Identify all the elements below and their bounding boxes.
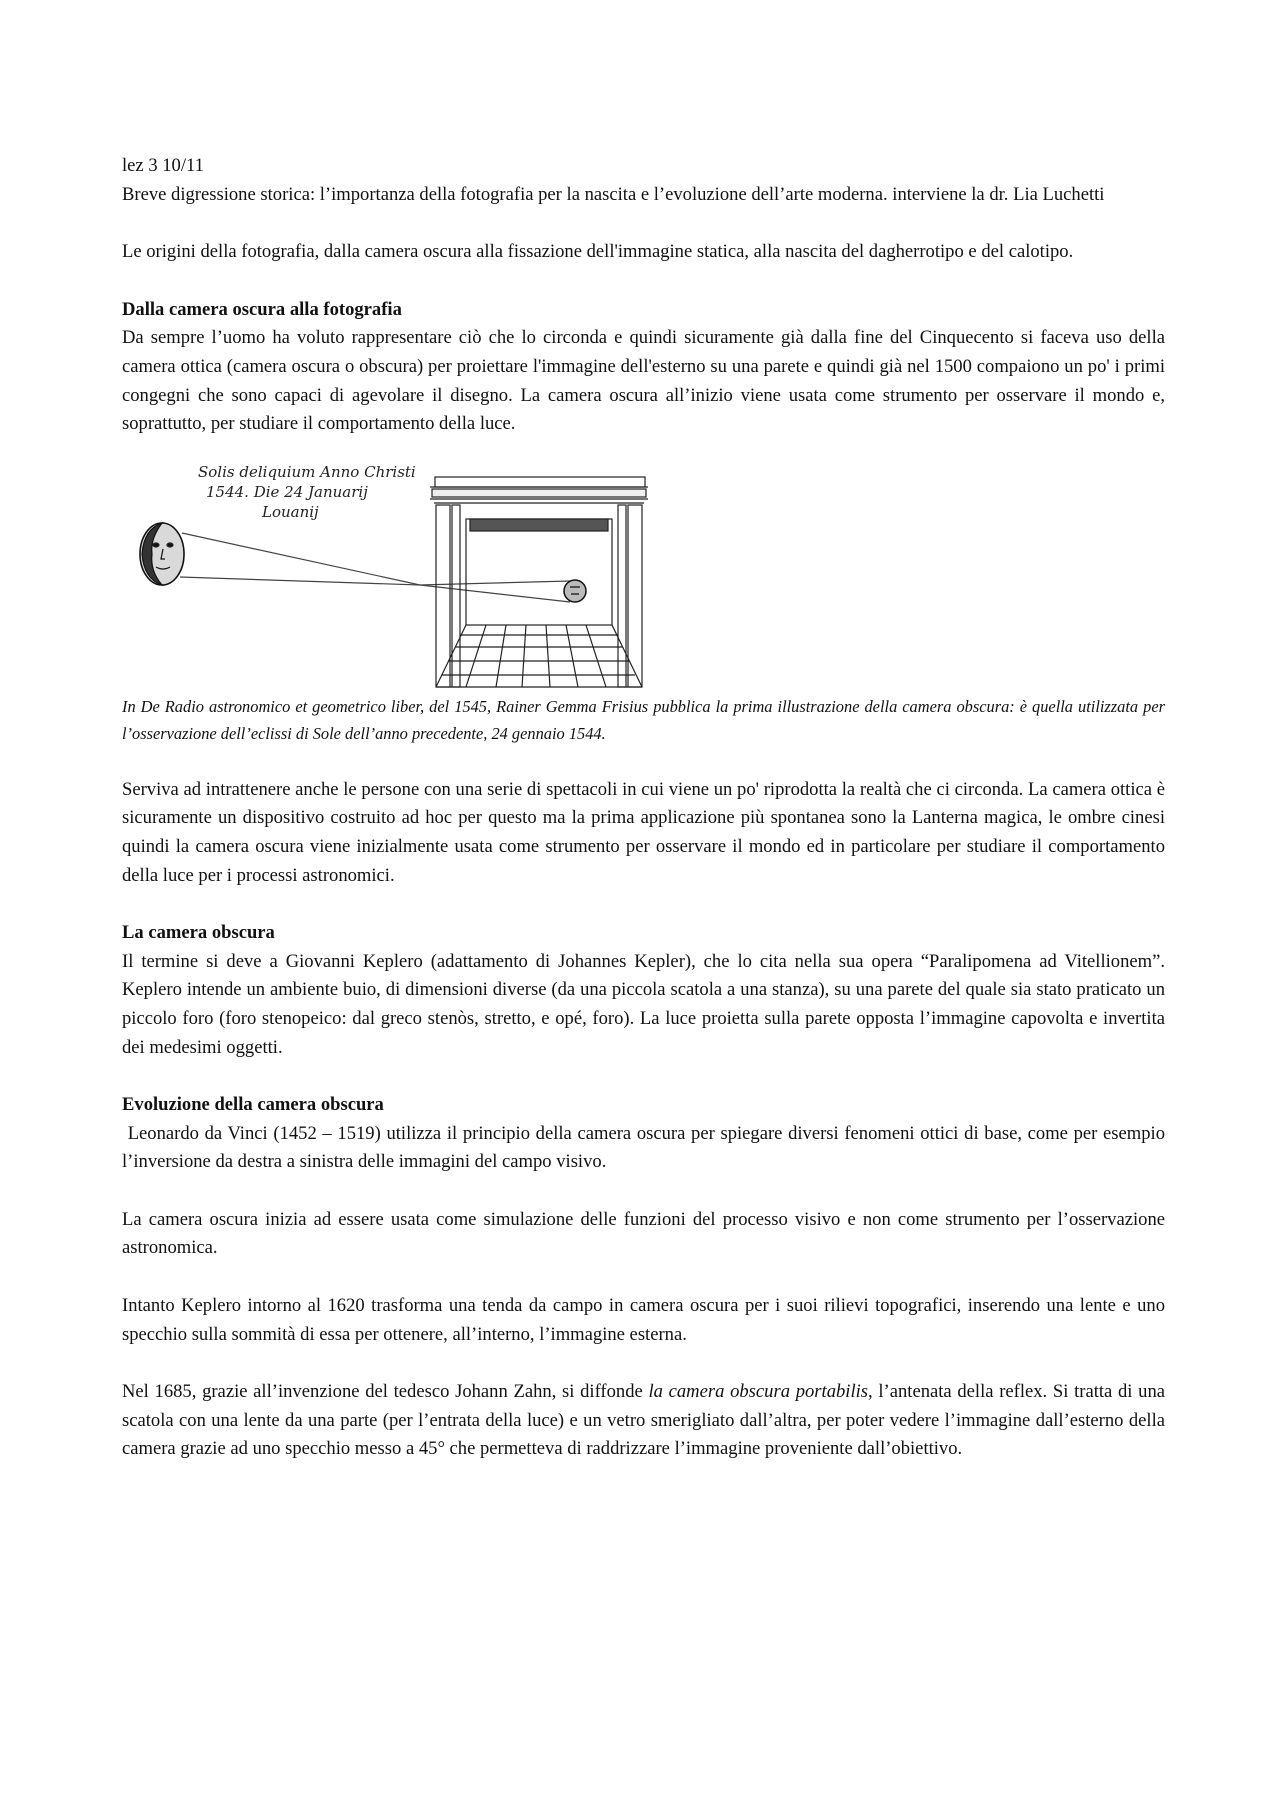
eclipse-sun-icon [140,523,184,585]
lecture-label: lez 3 10/11 [122,155,204,176]
document-page [122,152,1170,1464]
spacer [122,1263,1165,1292]
simulation-paragraph: La camera oscura inizia ad essere usata come simulazione delle funzioni del processo visivo e non come strumento per l’osservazione astronomica. [122,1208,1165,1259]
spacer [122,1349,1165,1378]
inscription-line-2: 1544. Die 24 Januarij [206,482,368,501]
kepler-paragraph: Intanto Keplero intorno al 1620 trasforma una tenda da campo in camera oscura per i suoi rilievi topografici, inserendo una lente e uno specchio sulla sommità di essa per ottenere, all’interno, l’immagine esterna. [122,1295,1165,1345]
zahn-text-before: Nel 1685, grazie all’invenzione del tedesco Johann Zahn, si diffonde [122,1381,649,1403]
camera-obscura-illustration [130,459,648,689]
section-heading-camera-obscura: La camera obscura [122,922,275,944]
figure-caption: In De Radio astronomico et geometrico liber, del 1545, Rainer Gemma Frisius pubblica la prima illustrazione della camera obscura: è quella utilizzata per l’osservazione dell’eclissi di Sole dell’anno precedente, 24 gennaio 1544. [122,696,1165,743]
leonardo-paragraph: Leonardo da Vinci (1452 – 1519) utilizza il principio della camera oscura per spiegare diversi fenomeni ottici di base, come per esempio l’inversione da destra a sinistra delle immagini del campo visivo. [122,1122,1170,1173]
spacer [122,1177,1165,1206]
section-body-dalla-camera: Da sempre l’uomo ha voluto rappresentare ciò che lo circonda e quindi sicuramente già dalla fine del Cinquecento si faceva uso della camera ottica (camera oscura o obscura) per proiettare l'immagine dell'esterno su una parete e quindi già nel 1500 compaiono un po' i primi congegni che sono capaci di agevolare il disegno. La camera oscura all’inizio viene usata come strumento per osservare il mondo e, soprattutto, per studiare il comportamento della luce. [122,327,1165,435]
entertainment-paragraph: Serviva ad intrattenere anche le persone con una serie di spettacoli in cui viene un po' riprodotta la realtà che ci circonda. La camera ottica è sicuramente un dispositivo costruito ad hoc per questo ma la prima applicazione più spontanea sono la Lanterna magica, le ombre cinesi quindi la camera oscura viene inizialmente usata come strumento per osservare il mondo ed in particolare per studiare il comportamento della luce per i processi astronomici. [122,778,1165,886]
spacer [122,890,1165,919]
origins-paragraph: Le origini della fotografia, dalla camera oscura alla fissazione dell'immagine statica, alla nascita del dagherrotipo e del calotipo. [122,241,1074,263]
intro-paragraph: Breve digressione storica: l’importanza della fotografia per la nascita e l’evoluzione dell’arte moderna. interviene la dr. Lia Luchetti [122,183,1105,205]
spacer [122,1062,1165,1091]
section-heading-dalla-camera: Dalla camera oscura alla fotografia [122,298,402,320]
section-body-camera-obscura: Il termine si deve a Giovanni Keplero (adattamento di Johannes Kepler), che lo cita nella sua opera “Paralipomena ad Vitellionem”. Keplero intende un ambiente buio, di dimensioni diverse (da una piccola scatola a una stanza), su una parete del quale sia stato praticato un piccolo foro (foro stenopeico: dal greco stenòs, stretto, e opé, foro). La luce proietta sulla parete opposta l’immagine capovolta e invertita dei medesimi oggetti. [122,950,1165,1058]
zahn-text-italic: la camera obscura portabilis [648,1381,869,1403]
inscription-line-3: Louanij [262,502,319,521]
spacer [122,747,1165,776]
zahn-paragraph [122,1378,1165,1464]
zahn-text-after: , l’antenata della reflex. Si tratta di una scatola con una lente da una parte (per l’entrata della luce) e un vetro smerigliato dall’altra, per poter vedere l’immagine dall’esterno della camera grazie ad uno specchio messo a 45° che permetteva di raddrizzare l’immagine proveniente dall’obiettivo. [122,1381,1165,1460]
inscription-line-1: Solis deliquium Anno Christi [198,462,416,481]
spacer [122,209,1165,238]
section-heading-evoluzione: Evoluzione della camera obscura [122,1094,384,1116]
spacer [122,267,1165,296]
